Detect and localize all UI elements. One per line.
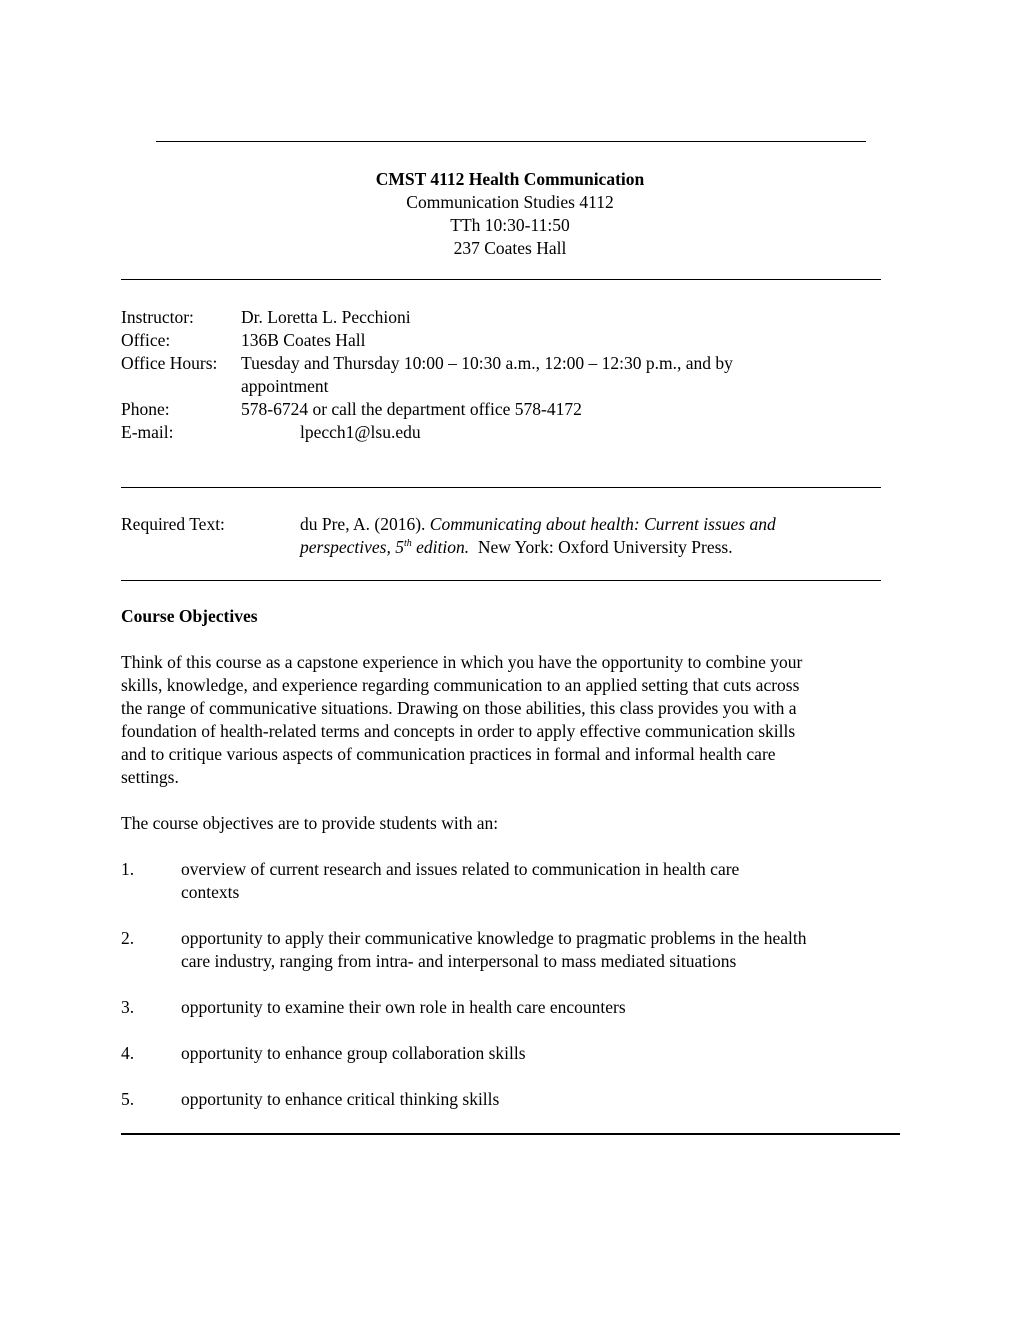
book-edition: edition. bbox=[411, 537, 470, 557]
header-rule bbox=[121, 279, 881, 280]
hours-value-line1: Tuesday and Thursday 10:00 – 10:30 a.m., 12:00 – 12:30 p.m., and by bbox=[241, 353, 733, 373]
item-text-line2: contexts bbox=[181, 882, 240, 902]
book-title-part1: Communicating about health: Current issues and bbox=[429, 514, 776, 534]
item-text-line1: opportunity to apply their communicative knowledge to pragmatic problems in the health bbox=[181, 928, 807, 948]
course-subtitle: Communication Studies 4112 bbox=[406, 192, 614, 212]
book-title-part2: perspectives, 5 bbox=[300, 537, 404, 557]
email-label: E-mail: bbox=[121, 422, 174, 442]
top-rule bbox=[156, 141, 866, 142]
required-text-line2 bbox=[300, 536, 733, 559]
office-value: 136B Coates Hall bbox=[241, 330, 366, 350]
phone-label: Phone: bbox=[121, 399, 170, 419]
item-number: 2. bbox=[121, 928, 135, 948]
hours-value-line2: appointment bbox=[241, 376, 329, 396]
item-text-line1: opportunity to examine their own role in health care encounters bbox=[181, 997, 626, 1017]
item-text-line1: opportunity to enhance group collaboration skills bbox=[181, 1043, 526, 1063]
course-schedule: TTh 10:30-11:50 bbox=[450, 215, 570, 235]
objectives-heading: Course Objectives bbox=[121, 606, 258, 626]
item-number: 3. bbox=[121, 997, 135, 1017]
intro-line: skills, knowledge, and experience regarding communication to an applied setting that cuts across bbox=[121, 675, 800, 695]
required-text-line1 bbox=[300, 513, 776, 536]
instructor-label: Instructor: bbox=[121, 307, 194, 327]
item-number: 5. bbox=[121, 1089, 135, 1109]
intro-line: foundation of health-related terms and concepts in order to apply effective communication skills bbox=[121, 721, 796, 741]
item-text-line1: opportunity to enhance critical thinking skills bbox=[181, 1089, 500, 1109]
objectives-lead: The course objectives are to provide students with an: bbox=[121, 813, 499, 833]
intro-line: Think of this course as a capstone experience in which you have the opportunity to combine your bbox=[121, 652, 803, 672]
intro-line: settings. bbox=[121, 767, 179, 787]
book-publisher: New York: Oxford University Press. bbox=[469, 537, 733, 557]
intro-line: the range of communicative situations. Drawing on those abilities, this class provides you with a bbox=[121, 698, 797, 718]
bottom-rule bbox=[121, 1133, 900, 1135]
instructor-value: Dr. Loretta L. Pecchioni bbox=[241, 307, 411, 327]
contact-rule bbox=[121, 487, 881, 488]
hours-label: Office Hours: bbox=[121, 353, 218, 373]
course-title: CMST 4112 Health Communication bbox=[375, 169, 645, 189]
phone-value: 578-6724 or call the department office 578-4172 bbox=[241, 399, 582, 419]
email-value[interactable]: lpecch1@lsu.edu bbox=[300, 422, 421, 442]
book-author-year: du Pre, A. (2016). bbox=[300, 514, 430, 534]
item-text-line2: care industry, ranging from intra- and interpersonal to mass mediated situations bbox=[181, 951, 737, 971]
required-text-label: Required Text: bbox=[121, 514, 225, 534]
item-number: 4. bbox=[121, 1043, 135, 1063]
course-location: 237 Coates Hall bbox=[453, 238, 567, 258]
intro-line: and to critique various aspects of communication practices in formal and informal health care bbox=[121, 744, 776, 764]
office-label: Office: bbox=[121, 330, 171, 350]
book-edition-sup: th bbox=[404, 538, 412, 550]
item-text-line1: overview of current research and issues related to communication in health care bbox=[181, 859, 740, 879]
item-number: 1. bbox=[121, 859, 135, 879]
required-text-rule bbox=[121, 580, 881, 581]
